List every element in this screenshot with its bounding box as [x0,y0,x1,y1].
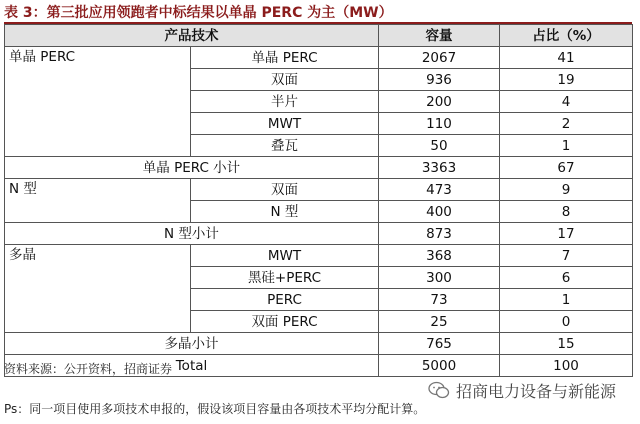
header-tech: 产品技术 [5,25,379,47]
share-cell: 19 [500,69,633,91]
subtotal-share: 17 [500,223,633,245]
subtotal-share: 15 [500,333,633,355]
tech-cell: 叠瓦 [191,135,379,157]
source-note: 资料来源：公开资料，招商证券 [4,362,173,376]
total-label: Total [5,355,379,377]
capacity-cell: 936 [379,69,500,91]
subtotal-label: 多晶小计 [5,333,379,355]
share-cell: 7 [500,245,633,267]
tech-cell: 单晶 PERC [191,47,379,69]
group-label-poly: 多晶 [5,245,191,333]
group-label-ntype: N 型 [5,179,191,223]
subtotal-label: N 型小计 [5,223,379,245]
table-row [5,179,633,201]
subtotal-label: 单晶 PERC 小计 [5,157,379,179]
capacity-cell: 50 [379,135,500,157]
capacity-cell: 368 [379,245,500,267]
table-header-row [5,25,633,47]
capacity-cell: 300 [379,267,500,289]
tech-cell: 双面 PERC [191,311,379,333]
share-cell: 6 [500,267,633,289]
header-share: 占比（%） [500,25,633,47]
share-cell: 8 [500,201,633,223]
capacity-cell: 400 [379,201,500,223]
tech-cell: 黑硅+PERC [191,267,379,289]
capacity-cell: 110 [379,113,500,135]
table-title: 表 3：第三批应用领跑者中标结果以单晶 PERC 为主（MW） [4,5,393,21]
share-cell: 1 [500,135,633,157]
tech-cell: MWT [191,113,379,135]
share-cell: 1 [500,289,633,311]
share-cell: 41 [500,47,633,69]
tech-cell: PERC [191,289,379,311]
total-share: 100 [500,355,633,377]
tech-cell: MWT [191,245,379,267]
subtotal-share: 67 [500,157,633,179]
share-cell: 0 [500,311,633,333]
share-cell: 4 [500,91,633,113]
capacity-cell: 2067 [379,47,500,69]
footnote: Ps：同一项目使用多项技术申报的，假设该项目容量由各项技术平均分配计算。 [4,402,426,416]
capacity-cell: 73 [379,289,500,311]
capacity-cell: 200 [379,91,500,113]
tech-cell: 双面 [191,179,379,201]
share-cell: 9 [500,179,633,201]
subtotal-row-mono [5,157,633,179]
watermark-text: 招商电力设备与新能源 [456,381,617,401]
subtotal-capacity: 765 [379,333,500,355]
table-row [5,47,633,69]
wechat-icon [428,381,450,399]
share-cell: 2 [500,113,633,135]
tech-cell: N 型 [191,201,379,223]
total-capacity: 5000 [379,355,500,377]
capacity-cell: 473 [379,179,500,201]
tech-cell: 半片 [191,91,379,113]
table-row [5,245,633,267]
subtotal-row-ntype [5,223,633,245]
subtotal-capacity: 3363 [379,157,500,179]
group-label-mono: 单晶 PERC [5,47,191,157]
subtotal-capacity: 873 [379,223,500,245]
watermark [428,378,616,402]
capacity-cell: 25 [379,311,500,333]
header-capacity: 容量 [379,25,500,47]
tech-cell: 双面 [191,69,379,91]
capacity-table [4,24,633,377]
subtotal-row-poly [5,333,633,355]
